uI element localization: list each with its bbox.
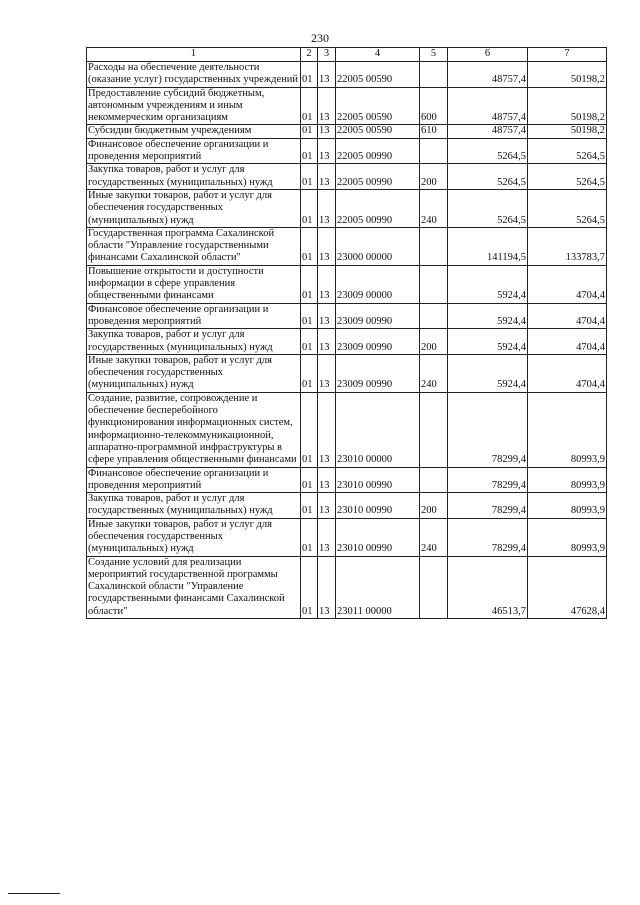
target-article-cell: 22005 00990 bbox=[336, 164, 420, 190]
subsection-cell: 13 bbox=[318, 556, 336, 618]
amount-year-2-cell: 5264,5 bbox=[528, 164, 607, 190]
section-cell: 01 bbox=[301, 392, 318, 467]
table-row bbox=[87, 62, 607, 88]
amount-year-1-cell: 78299,4 bbox=[448, 392, 528, 467]
table-row bbox=[87, 189, 607, 227]
section-cell: 01 bbox=[301, 164, 318, 190]
table-row bbox=[87, 87, 607, 125]
amount-year-2-cell: 80993,9 bbox=[528, 392, 607, 467]
subsection-cell: 13 bbox=[318, 265, 336, 303]
table-row bbox=[87, 138, 607, 164]
expense-type-cell bbox=[420, 62, 448, 88]
row-name-cell: Иные закупки товаров, работ и услуг для обеспечения государственных (муниципальных) нужд bbox=[87, 354, 301, 392]
expense-type-cell: 240 bbox=[420, 354, 448, 392]
amount-year-2-cell: 50198,2 bbox=[528, 87, 607, 125]
target-article-cell: 23009 00000 bbox=[336, 265, 420, 303]
column-header-6: 6 bbox=[448, 48, 528, 62]
table-row bbox=[87, 164, 607, 190]
row-name-cell: Повышение открытости и доступности информации в сфере управления общественными финансами bbox=[87, 265, 301, 303]
section-cell: 01 bbox=[301, 125, 318, 138]
target-article-cell: 22005 00990 bbox=[336, 189, 420, 227]
column-header-3: 3 bbox=[318, 48, 336, 62]
row-name-cell: Субсидии бюджетным учреждениям bbox=[87, 125, 301, 138]
budget-table bbox=[86, 47, 607, 619]
amount-year-1-cell: 78299,4 bbox=[448, 518, 528, 556]
subsection-cell: 13 bbox=[318, 164, 336, 190]
column-header-2: 2 bbox=[301, 48, 318, 62]
expense-type-cell bbox=[420, 467, 448, 493]
section-cell: 01 bbox=[301, 467, 318, 493]
amount-year-2-cell: 5264,5 bbox=[528, 138, 607, 164]
expense-type-cell bbox=[420, 138, 448, 164]
section-cell: 01 bbox=[301, 303, 318, 329]
expense-type-cell bbox=[420, 556, 448, 618]
amount-year-1-cell: 5264,5 bbox=[448, 138, 528, 164]
amount-year-2-cell: 4704,4 bbox=[528, 265, 607, 303]
table-row bbox=[87, 125, 607, 138]
amount-year-1-cell: 141194,5 bbox=[448, 227, 528, 265]
column-header-5: 5 bbox=[420, 48, 448, 62]
row-name-cell: Создание, развитие, сопровождение и обеспечение бесперебойного функционирования информационных систем, информационно-телекоммуникационной, аппаратно-программной инфраструктуры в сфере управления общественными финансами bbox=[87, 392, 301, 467]
target-article-cell: 22005 00590 bbox=[336, 125, 420, 138]
expense-type-cell: 610 bbox=[420, 125, 448, 138]
subsection-cell: 13 bbox=[318, 87, 336, 125]
amount-year-1-cell: 48757,4 bbox=[448, 125, 528, 138]
section-cell: 01 bbox=[301, 189, 318, 227]
amount-year-1-cell: 5264,5 bbox=[448, 189, 528, 227]
subsection-cell: 13 bbox=[318, 329, 336, 355]
row-name-cell: Закупка товаров, работ и услуг для государственных (муниципальных) нужд bbox=[87, 164, 301, 190]
amount-year-1-cell: 46513,7 bbox=[448, 556, 528, 618]
section-cell: 01 bbox=[301, 556, 318, 618]
expense-type-cell bbox=[420, 303, 448, 329]
amount-year-2-cell: 47628,4 bbox=[528, 556, 607, 618]
expense-type-cell bbox=[420, 392, 448, 467]
row-name-cell: Финансовое обеспечение организации и проведения мероприятий bbox=[87, 467, 301, 493]
row-name-cell: Закупка товаров, работ и услуг для государственных (муниципальных) нужд bbox=[87, 329, 301, 355]
row-name-cell: Предоставление субсидий бюджетным, автономным учреждениям и иным некоммерческим организациям bbox=[87, 87, 301, 125]
section-cell: 01 bbox=[301, 62, 318, 88]
amount-year-2-cell: 5264,5 bbox=[528, 189, 607, 227]
target-article-cell: 23000 00000 bbox=[336, 227, 420, 265]
amount-year-1-cell: 5264,5 bbox=[448, 164, 528, 190]
subsection-cell: 13 bbox=[318, 62, 336, 88]
subsection-cell: 13 bbox=[318, 303, 336, 329]
amount-year-1-cell: 48757,4 bbox=[448, 87, 528, 125]
target-article-cell: 23009 00990 bbox=[336, 303, 420, 329]
table-row bbox=[87, 392, 607, 467]
subsection-cell: 13 bbox=[318, 354, 336, 392]
table-row bbox=[87, 556, 607, 618]
subsection-cell: 13 bbox=[318, 125, 336, 138]
expense-type-cell: 240 bbox=[420, 189, 448, 227]
section-cell: 01 bbox=[301, 518, 318, 556]
amount-year-1-cell: 78299,4 bbox=[448, 493, 528, 519]
section-cell: 01 bbox=[301, 227, 318, 265]
table-row bbox=[87, 265, 607, 303]
subsection-cell: 13 bbox=[318, 467, 336, 493]
column-header-7: 7 bbox=[528, 48, 607, 62]
section-cell: 01 bbox=[301, 329, 318, 355]
subsection-cell: 13 bbox=[318, 518, 336, 556]
table-row bbox=[87, 329, 607, 355]
section-cell: 01 bbox=[301, 265, 318, 303]
section-cell: 01 bbox=[301, 493, 318, 519]
section-cell: 01 bbox=[301, 354, 318, 392]
subsection-cell: 13 bbox=[318, 392, 336, 467]
subsection-cell: 13 bbox=[318, 189, 336, 227]
table-row bbox=[87, 303, 607, 329]
table-row bbox=[87, 227, 607, 265]
row-name-cell: Иные закупки товаров, работ и услуг для обеспечения государственных (муниципальных) нужд bbox=[87, 189, 301, 227]
row-name-cell: Закупка товаров, работ и услуг для государственных (муниципальных) нужд bbox=[87, 493, 301, 519]
expense-type-cell: 200 bbox=[420, 493, 448, 519]
column-header-1: 1 bbox=[87, 48, 301, 62]
amount-year-1-cell: 5924,4 bbox=[448, 354, 528, 392]
amount-year-1-cell: 48757,4 bbox=[448, 62, 528, 88]
amount-year-2-cell: 4704,4 bbox=[528, 303, 607, 329]
table-row bbox=[87, 493, 607, 519]
amount-year-1-cell: 5924,4 bbox=[448, 265, 528, 303]
expense-type-cell bbox=[420, 265, 448, 303]
target-article-cell: 23009 00990 bbox=[336, 329, 420, 355]
amount-year-2-cell: 50198,2 bbox=[528, 125, 607, 138]
page-number: 230 bbox=[311, 31, 329, 45]
amount-year-2-cell: 50198,2 bbox=[528, 62, 607, 88]
amount-year-2-cell: 133783,7 bbox=[528, 227, 607, 265]
amount-year-2-cell: 80993,9 bbox=[528, 467, 607, 493]
row-name-cell: Создание условий для реализации мероприятий государственной программы Сахалинской области "Управление государственными финансами Сахалинской области" bbox=[87, 556, 301, 618]
row-name-cell: Государственная программа Сахалинской области "Управление государственными финансами Сахалинской области" bbox=[87, 227, 301, 265]
footnote-rule bbox=[8, 893, 60, 894]
target-article-cell: 23010 00990 bbox=[336, 467, 420, 493]
row-name-cell: Иные закупки товаров, работ и услуг для обеспечения государственных (муниципальных) нужд bbox=[87, 518, 301, 556]
amount-year-2-cell: 80993,9 bbox=[528, 518, 607, 556]
amount-year-1-cell: 5924,4 bbox=[448, 303, 528, 329]
target-article-cell: 22005 00990 bbox=[336, 138, 420, 164]
expense-type-cell bbox=[420, 227, 448, 265]
expense-type-cell: 240 bbox=[420, 518, 448, 556]
section-cell: 01 bbox=[301, 138, 318, 164]
row-name-cell: Расходы на обеспечение деятельности (оказание услуг) государственных учреждений bbox=[87, 62, 301, 88]
row-name-cell: Финансовое обеспечение организации и проведения мероприятий bbox=[87, 303, 301, 329]
table-row bbox=[87, 354, 607, 392]
target-article-cell: 23010 00990 bbox=[336, 518, 420, 556]
expense-type-cell: 600 bbox=[420, 87, 448, 125]
target-article-cell: 23009 00990 bbox=[336, 354, 420, 392]
amount-year-2-cell: 80993,9 bbox=[528, 493, 607, 519]
target-article-cell: 23010 00000 bbox=[336, 392, 420, 467]
table-row bbox=[87, 467, 607, 493]
subsection-cell: 13 bbox=[318, 138, 336, 164]
table-header-row bbox=[87, 48, 607, 62]
expense-type-cell: 200 bbox=[420, 329, 448, 355]
target-article-cell: 23010 00990 bbox=[336, 493, 420, 519]
amount-year-1-cell: 78299,4 bbox=[448, 467, 528, 493]
row-name-cell: Финансовое обеспечение организации и проведения мероприятий bbox=[87, 138, 301, 164]
target-article-cell: 23011 00000 bbox=[336, 556, 420, 618]
column-header-4: 4 bbox=[336, 48, 420, 62]
amount-year-2-cell: 4704,4 bbox=[528, 354, 607, 392]
target-article-cell: 22005 00590 bbox=[336, 87, 420, 125]
subsection-cell: 13 bbox=[318, 227, 336, 265]
table-row bbox=[87, 518, 607, 556]
section-cell: 01 bbox=[301, 87, 318, 125]
table-body bbox=[87, 62, 607, 619]
target-article-cell: 22005 00590 bbox=[336, 62, 420, 88]
subsection-cell: 13 bbox=[318, 493, 336, 519]
expense-type-cell: 200 bbox=[420, 164, 448, 190]
amount-year-1-cell: 5924,4 bbox=[448, 329, 528, 355]
amount-year-2-cell: 4704,4 bbox=[528, 329, 607, 355]
